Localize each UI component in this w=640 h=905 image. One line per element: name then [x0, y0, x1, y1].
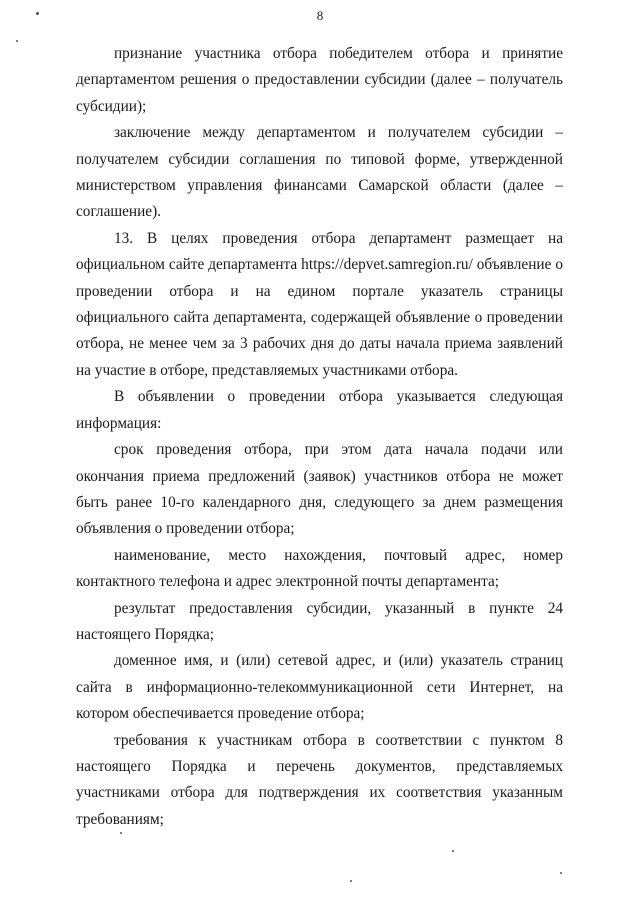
- paragraph-13-announcement: 13. В целях проведения отбора департамент размещает на официальном сайте департамента https://depvet.samregion.ru/ объявление о проведении отбора и на едином портале указатель страницы официального сайта департамента, содержащей объявление о проведении отбора, не менее чем за 3 рабочих дня до даты начала приема заявлений на участие в отборе, представляемых участниками отбора.: [76, 229, 563, 379]
- paragraph-department-contacts: наименование, место нахождения, почтовый адрес, номер контактного телефона и адрес электронной почты департамента;: [76, 546, 563, 591]
- paragraph-announcement-info: В объявлении о проведении отбора указывается следующая информация:: [76, 388, 563, 432]
- paragraph-subsidy-result: результат предоставления субсидии, указанный в пункте 24 настоящего Порядка;: [76, 599, 563, 643]
- page-number: 8: [316, 8, 324, 23]
- scan-speck: [560, 872, 562, 874]
- scan-speck: [16, 40, 18, 42]
- paragraph-selection-period: срок проведения отбора, при этом дата начала подачи или окончания приема предложений (заявок) участников отбора не может быть ранее 10-го календарного дня, следующего за днем размещения объявления о проведении отбора;: [76, 441, 563, 538]
- paragraph-participant-requirements: требования к участникам отбора в соответствии с пунктом 8 настоящего Порядка и перечень документов, представляемых участниками отбора для подтверждения их соответствия указанным требованиям;: [76, 731, 563, 828]
- scan-speck: [36, 12, 39, 15]
- paragraph-agreement: заключение между департаментом и получателем субсидии – получателем субсидии соглашения по типовой форме, утвержденной министерством управления финансами Самарской области (далее – соглашение).: [76, 124, 563, 221]
- paragraph-domain-name: доменное имя, и (или) сетевой адрес, и (или) указатель страниц сайта в информационно-телекоммуникационной сети Интернет, на котором обеспечивается проведение отбора;: [76, 652, 563, 723]
- document-body: [76, 41, 563, 833]
- scan-speck: [350, 880, 352, 882]
- scan-speck: [452, 850, 454, 852]
- paragraph-winner-recognition: признание участника отбора победителем отбора и принятие департаментом решения о предоставлении субсидии (далее – получатель субсидии);: [76, 45, 563, 115]
- scan-speck: [120, 832, 122, 834]
